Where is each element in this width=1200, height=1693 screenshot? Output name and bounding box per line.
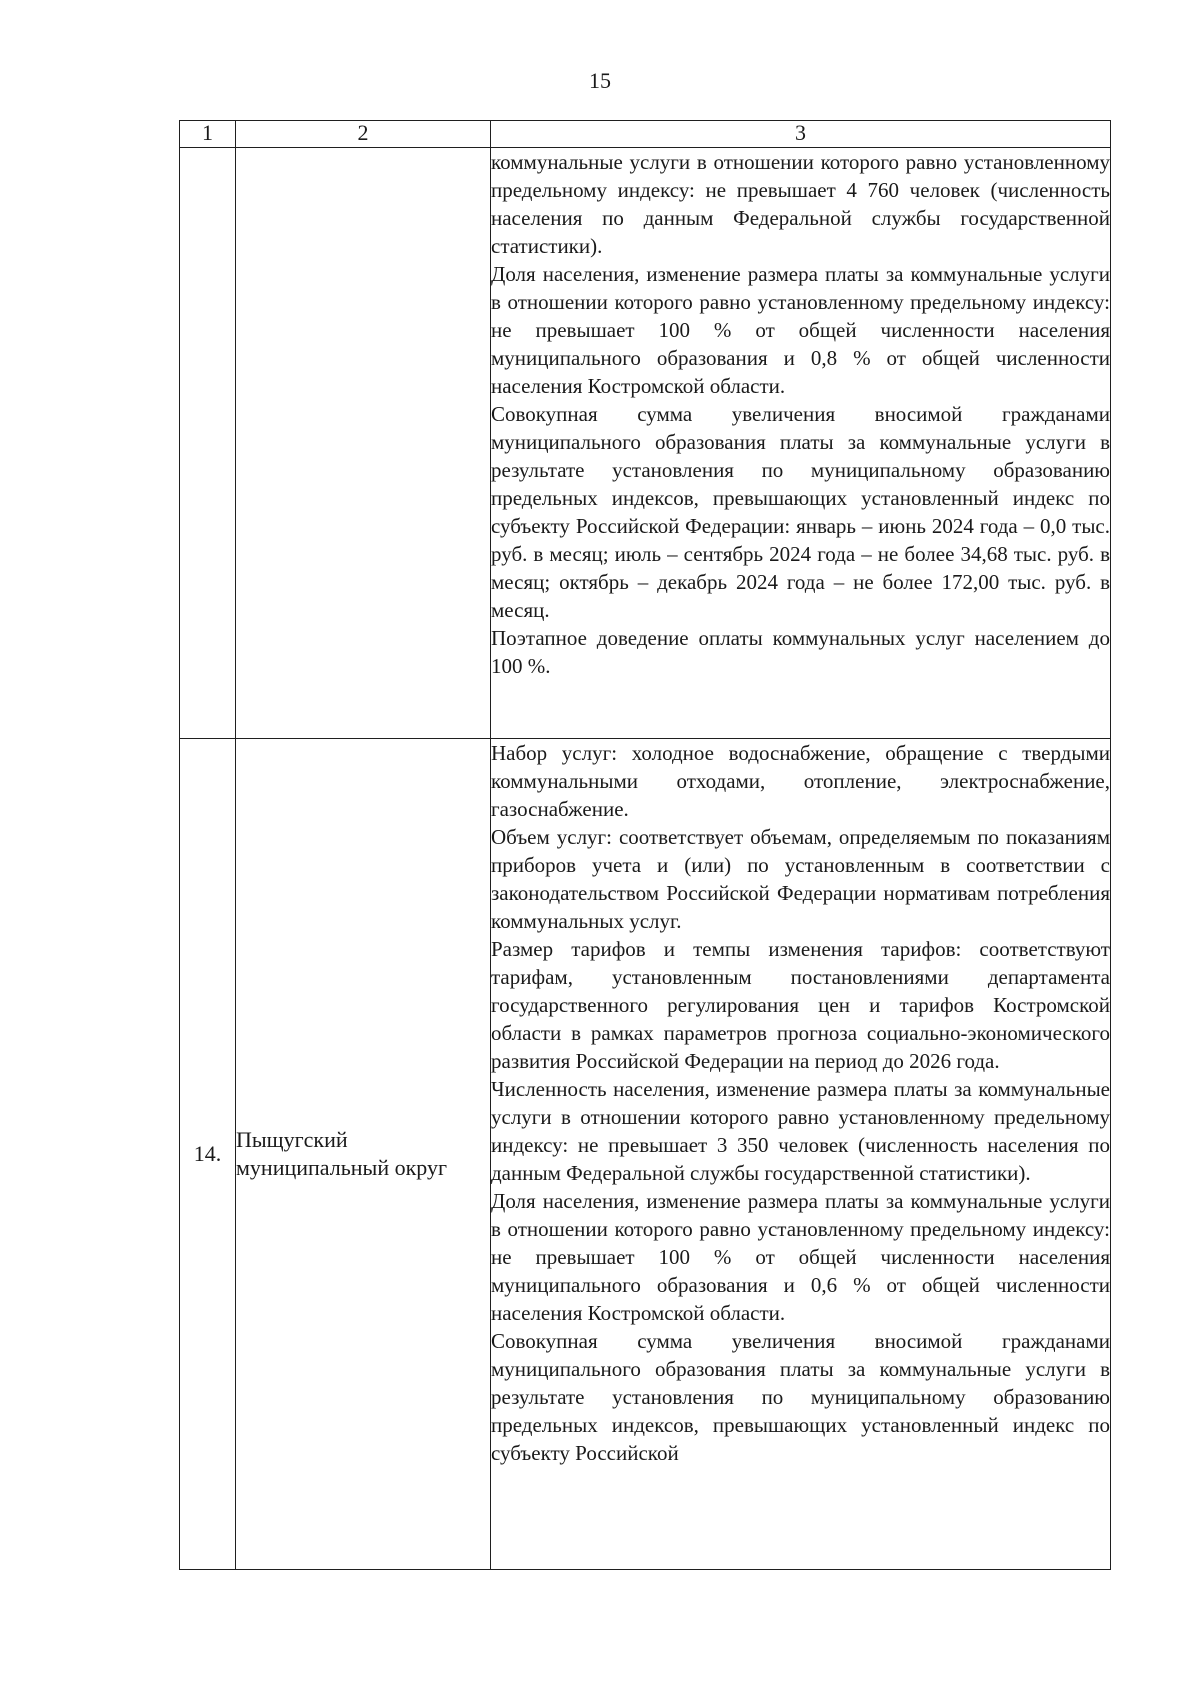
paragraph: Совокупная сумма увеличения вносимой гражданами муниципального образования платы за коммунальные услуги в результате установления по муниципальному образованию предельных индексов, превышающих установленный индекс по субъекту Российской Федерации: январь – июнь 2024 года – 0,0 тыс. руб. в месяц; июль – сентябрь 2024 года – не более 34,68 тыс. руб. в месяц; октябрь – декабрь 2024 года – не более 172,00 тыс. руб. в месяц.: [491, 402, 1110, 622]
row-name-cell: [236, 148, 491, 739]
header-col-2: 2: [236, 121, 491, 148]
paragraph: Численность населения, изменение размера платы за коммунальные услуги в отношении которого равно установленному предельному индексу: не превышает 3 350 человек (численность населения по данным Федеральной службы государственной статистики).: [491, 1077, 1110, 1185]
paragraph: Размер тарифов и темпы изменения тарифов: соответствуют тарифам, установленным постановлениями департамента государственного регулирования цен и тарифов Костромской области в рамках параметров прогноза социально-экономического развития Российской Федерации на период до 2026 года.: [491, 937, 1110, 1073]
paragraph: Поэтапное доведение оплаты коммунальных услуг населением до 100 %.: [491, 626, 1110, 678]
paragraph: Доля населения, изменение размера платы за коммунальные услуги в отношении которого равно установленному предельному индексу: не превышает 100 % от общей численности населения муниципального образования и 0,8 % от общей численности населения Костромской области.: [491, 262, 1110, 398]
municipality-name-line: муниципальный округ: [236, 1155, 448, 1180]
row-text-cell: [491, 739, 1111, 1570]
paragraph: коммунальные услуги в отношении которого равно установленному предельному индексу: не превышает 4 760 человек (численность населения по данным Федеральной службы государственной статистики).: [491, 150, 1110, 258]
row-name-cell: [236, 739, 491, 1570]
row-number-cell: [180, 148, 236, 739]
document-table: [179, 120, 1111, 1570]
paragraph: Набор услуг: холодное водоснабжение, обращение с твердыми коммунальными отходами, отопление, электроснабжение, газоснабжение.: [491, 741, 1110, 821]
paragraph: Объем услуг: соответствует объемам, определяемым по показаниям приборов учета и (или) по установленным в соответствии с законодательством Российской Федерации нормативам потребления коммунальных услуг.: [491, 825, 1110, 933]
page-number: 15: [589, 68, 611, 93]
table-row-continuation: [180, 148, 1111, 739]
table-header-row: [180, 121, 1111, 148]
header-col-1: 1: [180, 121, 236, 148]
header-col-3: 3: [491, 121, 1111, 148]
row-text-cell: [491, 148, 1111, 739]
paragraph: Совокупная сумма увеличения вносимой гражданами муниципального образования платы за коммунальные услуги в результате установления по муниципальному образованию предельных индексов, превышающих установленный индекс по субъекту Российской: [491, 1329, 1110, 1465]
table-row-14: [180, 739, 1111, 1570]
row-number-cell: 14.: [180, 739, 236, 1570]
municipality-name-line: Пыщугский: [236, 1127, 348, 1152]
paragraph: Доля населения, изменение размера платы за коммунальные услуги в отношении которого равно установленному предельному индексу: не превышает 100 % от общей численности населения муниципального образования и 0,6 % от общей численности населения Костромской области.: [491, 1189, 1110, 1325]
